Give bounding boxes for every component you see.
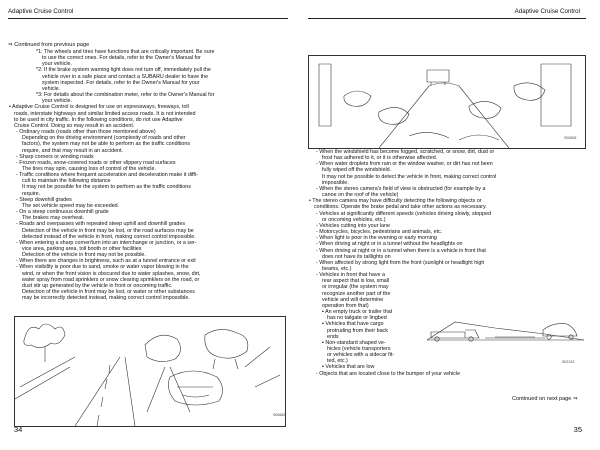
body-line: Detection of the vehicle in front may be lost, or water or other substances [22,289,195,296]
right-page-header: Adaptive Cruise Control [514,8,580,15]
footnote-line: *3: For details about the combination meter, refer to the Owner's Manual for [36,92,215,99]
body-line: It may not be possible for the system to perform as the traffic conditions [22,184,191,191]
body-line: canoe on the roof of the vehicle) [322,192,399,199]
footnote-line: vehicle over in a safe place and contact a SUBARU dealer to have the [42,73,209,80]
footnote-line: *1: The wheels and tires have functions that are critically important. Be sure [36,49,215,55]
body-line: to be used in city traffic. In the following conditions, do not use Adaptive [14,116,183,123]
footnote-line: system inspected. For details, refer to the Owner's Manual for your [42,79,200,86]
body-line: ▪ Vehicles that are low [322,364,375,371]
left-page-number: 34 [14,425,23,434]
truck-sketch [425,308,584,368]
body-line: - Motorcycles, bicycles, pedestrians and animals, etc. [316,229,443,236]
figure-code: S02133 [562,360,575,364]
illustration-truck-and-car [425,308,584,368]
body-line: conditions. Operate the brake pedal and take other actions as necessary. [314,204,487,211]
left-body-text [8,104,290,301]
arrow-right-icon: ⇒ [8,42,13,48]
right-header-rule [308,18,586,19]
body-line: - Frozen roads, snow-covered roads or other slippery road surfaces [16,159,176,166]
body-line: - When visibility is poor due to sand, smoke or water vapor blowing in the [16,264,189,271]
footnotes [8,49,290,104]
body-line: The brakes may overheat. [22,215,85,222]
left-column [8,49,290,301]
body-line: - Steep downhill grades [16,196,72,203]
body-line: - When affected by strong light from the front (sunlight or headlight high [316,259,485,266]
continued-on-text: Continued on next page [512,396,572,402]
body-line: factors), the system may not be able to perform as the traffic conditions [22,141,191,148]
body-line: ends [327,333,339,340]
body-line: - When the windshield has become fogged, scratched, or snow, dirt, dust or [316,149,495,155]
footnote-line: *2: If the brake system warning light does not turn off, immediately pull the [36,67,211,74]
right-body-text [308,149,584,272]
left-header-rule [8,18,288,19]
body-line: frost has adhered to it, or it is otherwise affected. [322,155,438,162]
body-line: rear aspect that is low, small [322,278,390,285]
body-line: or irregular (the system may [322,284,389,291]
body-line: - Sharp corners or winding roads [16,153,94,160]
body-line: may be incorrectly detected instead, making correct control impossible. [22,295,190,302]
body-line: Depending on the driving environment (complexity of roads and other [22,135,186,142]
body-line: - Objects that are located close to the bumper of your vehicle [316,370,461,377]
body-line: Cruise Control. Doing so may result in an accident. [14,122,135,129]
body-line: • The stereo camera may have difficulty detecting the following objects or [309,198,482,205]
arrow-right-icon: ⇒ [572,396,578,402]
continued-from-text: Continued from previous page [14,42,90,48]
figure-code: S00682 [273,413,286,417]
body-line: protruding from their back [327,327,388,334]
footnote-line: vehicle. [42,85,61,92]
figure-code: S02808 [564,136,577,140]
body-line: • Adaptive Cruise Control is designed for use on expressways, freeways, toll [9,104,189,111]
body-line: water spray from road sprinklers or snow clearing sprinklers on the road, or [22,276,200,283]
body-line: roads, interstate highways and similar limited access roads. It is not intended [14,110,196,117]
body-line: Detection of the vehicle in front may be lost, or the road surfaces may be [22,227,194,234]
body-line: operation from that) [322,302,369,309]
body-line: has no tailgate or lingbed [327,315,387,322]
body-line: - When driving at night or in a tunnel when there is a vehicle in front that [316,247,486,254]
body-line: require, and that may result in an accident. [22,147,123,154]
body-line: - When driving at night or in a tunnel without the headlights on [316,241,463,248]
body-line: - When there are changes in brightness, such as at a tunnel entrance or exit [16,258,196,265]
left-page-header: Adaptive Cruise Control [8,8,74,15]
body-line: hicles (vehicle transporters [327,346,391,352]
footnote-line: to use the correct ones. For details, refer to the Owner's Manual for [42,55,201,62]
body-line: Detection of the vehicle in front may not be possible. [22,252,146,259]
body-line: ▪ An empty truck or trailer that [322,309,393,316]
body-line: The tires may spin, causing loss of control of the vehicle. [22,165,156,172]
body-line: require. [22,190,41,197]
body-line: - When light is poor in the evening or early morning [316,235,437,242]
body-line: ▪ Non-standard shaped ve- [322,339,386,346]
body-line: wind, or when the front vision is obscured due to water splashes, snow, dirt, [22,270,201,277]
illustration-windshield-view [308,55,586,149]
body-line: - Ordinary roads (roads other than those mentioned above) [16,129,156,136]
body-line: vice area, parking area, toll booth or other facilities [22,246,142,252]
right-page-number: 35 [573,425,582,434]
continued-from-previous [8,42,89,48]
body-line: ted, etc.) [327,358,348,365]
body-line: The set vehicle speed may be exceeded. [22,202,120,209]
continued-on-next [512,396,578,402]
body-line: - When the stereo camera's field of view is obstructed (for example by a [316,185,486,192]
body-line: - Vehicles in front that have a [316,272,385,279]
body-line: cult to maintain the following distance [22,178,111,185]
body-line: or oncoming vehicles, etc.) [322,216,386,223]
body-line: It may not be possible to detect the vehicle in front, making correct control [322,173,497,180]
body-line: dust stir up generated by the vehicle in front or oncoming traffic. [22,282,173,289]
body-line: or vehicles with a sidecar fit- [327,352,395,359]
body-line: vehicle and will determine [322,296,384,303]
windshield-sketch [309,56,585,148]
body-line: - When water droplets from rain or the window washer, or dirt has not been [316,161,493,168]
body-line: detected instead of the vehicle in front, making correct control impossible. [22,233,196,240]
body-line: - On a steep continuous downhill grade [16,209,109,216]
footnote-line: your vehicle. [42,98,72,105]
body-line: recognize another part of the [322,290,391,297]
body-line: ▪ Vehicles that have cargo [322,321,384,328]
footnote-line: your vehicle. [42,61,72,68]
body-line: impossible. [322,179,349,186]
body-line: - Roads and overpasses with repeated steep uphill and downhill grades [16,221,186,228]
road-sketch [15,317,285,426]
body-line: - Traffic conditions where frequent acceleration and deceleration make it diffi- [16,172,198,179]
body-line: beams, etc.) [322,265,352,272]
body-line: fully wiped off the windshield. [322,167,392,174]
body-line: - Vehicles at significantly different speeds (vehicles driving slowly, stopped [316,210,492,217]
body-line: does not have its taillights on [322,253,391,260]
body-line: - Vehicles cutting into your lane [316,222,390,229]
illustration-road-conditions [14,316,286,427]
body-line: - When entering a sharp corner/turn into an interchange or junction, or a ser- [16,239,197,246]
